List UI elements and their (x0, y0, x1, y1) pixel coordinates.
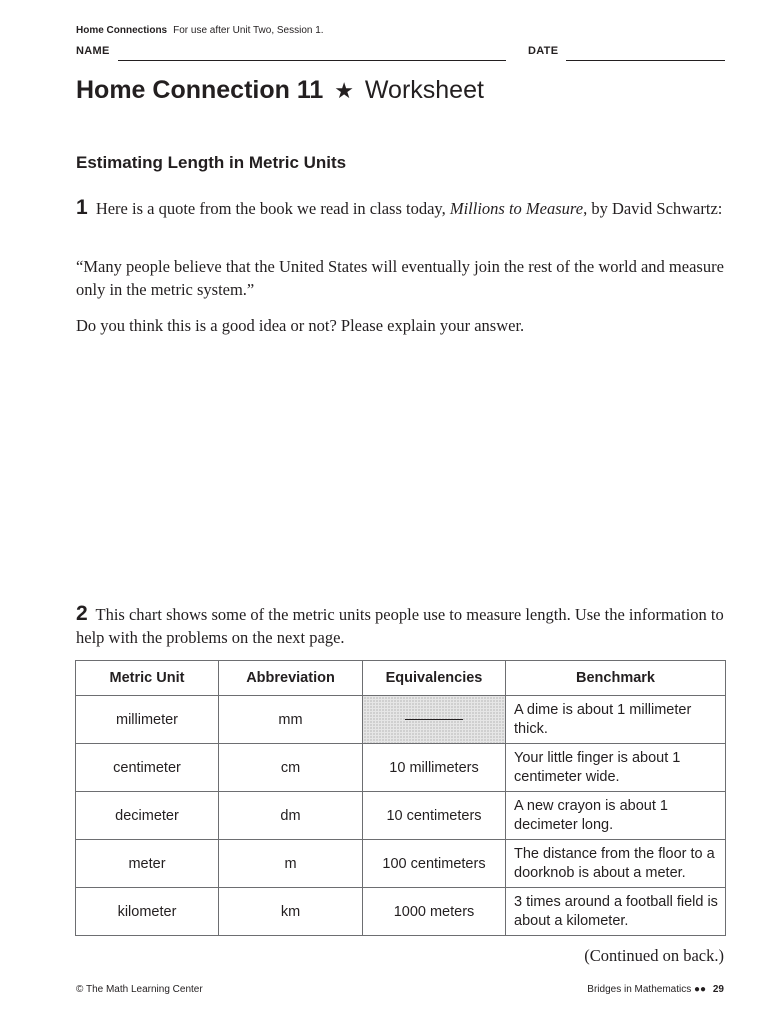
header-benchmark: Benchmark (506, 661, 726, 696)
header-series-line (76, 25, 324, 36)
table-row (76, 744, 726, 792)
benchmark-cell: The distance from the floor to a doorknob is about a meter. (506, 840, 726, 888)
question-1-number: 1 (76, 196, 88, 219)
question-1-text: Here is a quote from the book we read in class today, (95, 199, 446, 218)
unit-cell: centimeter (76, 744, 219, 792)
header-abbreviation: Abbreviation (219, 661, 363, 696)
header-metric-unit: Metric Unit (76, 661, 219, 696)
footer-publication (587, 984, 724, 995)
abbr-cell: dm (219, 792, 363, 840)
quote: “Many people believe that the United States will eventually join the rest of the world and measure only in the metric system.” (76, 257, 724, 299)
unit-cell: kilometer (76, 888, 219, 936)
page-title (76, 76, 484, 105)
question-1-text-after: , by David Schwartz: (583, 199, 723, 218)
series-label: Home Connections (76, 25, 168, 36)
question-1-prompt: Do you think this is a good idea or not? Please explain your answer. (76, 316, 525, 335)
series-note: For use after Unit Two, Session 1. (173, 25, 324, 36)
answer-area[interactable] (76, 345, 726, 590)
table-row (76, 840, 726, 888)
metric-units-table (75, 660, 726, 936)
header-equivalencies: Equivalencies (363, 661, 506, 696)
continued-note: (Continued on back.) (584, 946, 724, 965)
blank-line (405, 719, 463, 720)
abbr-cell: m (219, 840, 363, 888)
benchmark-cell: A new crayon is about 1 decimeter long. (506, 792, 726, 840)
benchmark-cell: A dime is about 1 millimeter thick. (506, 696, 726, 744)
unit-cell: decimeter (76, 792, 219, 840)
abbr-cell: mm (219, 696, 363, 744)
table-header-row (76, 661, 726, 696)
publication-name: Bridges in Mathematics (587, 984, 692, 995)
benchmark-cell: 3 times around a football field is about a kilometer. (506, 888, 726, 936)
equiv-cell: 10 millimeters (363, 744, 506, 792)
question-2-number: 2 (76, 602, 88, 625)
star-icon: ★ (334, 78, 354, 103)
equiv-cell: 100 centimeters (363, 840, 506, 888)
title-bold: Home Connection 11 (76, 76, 324, 104)
book-title: Millions to Measure (449, 199, 584, 218)
table-row (76, 888, 726, 936)
name-field[interactable] (118, 60, 506, 61)
page-number: 29 (712, 984, 724, 995)
title-light: Worksheet (364, 76, 484, 104)
table-row (76, 696, 726, 744)
question-2-text: This chart shows some of the metric units people use to measure length. Use the information to help with the problems on the next page. (76, 605, 724, 647)
benchmark-cell: Your little finger is about 1 centimeter wide. (506, 744, 726, 792)
section-title: Estimating Length in Metric Units (76, 153, 347, 172)
table-row (76, 792, 726, 840)
question-2 (76, 602, 726, 649)
name-label: NAME (76, 45, 110, 57)
equiv-cell-blank (363, 696, 506, 744)
date-label: DATE (528, 45, 559, 57)
equiv-cell: 1000 meters (363, 888, 506, 936)
unit-cell: meter (76, 840, 219, 888)
date-field[interactable] (566, 60, 725, 61)
abbr-cell: cm (219, 744, 363, 792)
question-1 (76, 196, 726, 220)
footer-copyright: © The Math Learning Center (76, 984, 203, 995)
level-dots-icon: ●● (694, 984, 707, 995)
equiv-cell: 10 centimeters (363, 792, 506, 840)
unit-cell: millimeter (76, 696, 219, 744)
abbr-cell: km (219, 888, 363, 936)
